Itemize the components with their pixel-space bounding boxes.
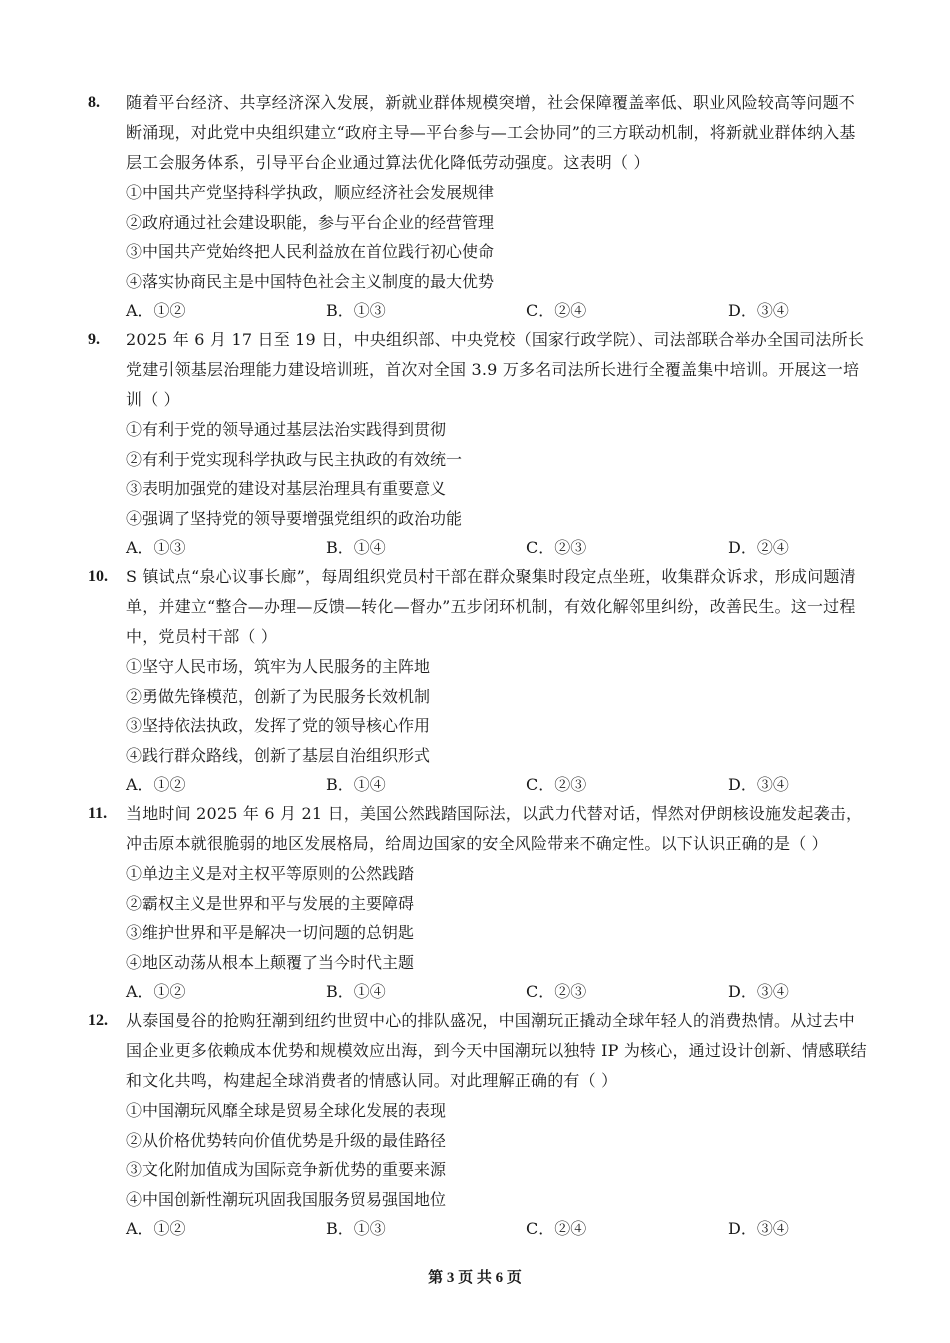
option-c: C．②④ bbox=[526, 301, 587, 321]
option-c: C．②④ bbox=[526, 1219, 587, 1239]
answer-options bbox=[126, 770, 868, 800]
question-stem: 2025 年 6 月 17 日至 19 日，中央组织部、中央党校（国家行政学院）、司法部联合举办全国司法所长党建引领基层治理能力建设培训班，首次对全国 3.9 万多名司法所长进行全覆盖集中培训。开展这一培训（ ） bbox=[126, 330, 865, 409]
statement-4: ④落实协商民主是中国特色社会主义制度的最大优势 bbox=[126, 271, 495, 291]
answer-options bbox=[126, 1214, 868, 1244]
question-number: 9. bbox=[88, 331, 100, 348]
statement-3: ③文化附加值成为国际竞争新优势的重要来源 bbox=[126, 1160, 447, 1180]
statement-4: ④强调了坚持党的领导要增强党组织的政治功能 bbox=[126, 508, 463, 528]
statement-2: ②霸权主义是世界和平与发展的主要障碍 bbox=[126, 893, 415, 913]
option-d: D．③④ bbox=[728, 301, 789, 321]
question-number: 10. bbox=[88, 568, 108, 585]
answer-options bbox=[126, 977, 868, 1007]
page-footer: 第 3 页 共 6 页 bbox=[428, 1270, 522, 1286]
statement-1: ①单边主义是对主权平等原则的公然践踏 bbox=[126, 864, 415, 883]
option-b: B．①③ bbox=[326, 301, 386, 321]
option-b: B．①④ bbox=[326, 775, 386, 795]
question-9 bbox=[88, 325, 868, 563]
statement-3: ③表明加强党的建设对基层治理具有重要意义 bbox=[126, 479, 447, 499]
statement-4: ④中国创新性潮玩巩固我国服务贸易强国地位 bbox=[126, 1189, 447, 1209]
option-b: B．①④ bbox=[326, 982, 386, 1002]
statement-4: ④地区动荡从根本上颠覆了当今时代主题 bbox=[126, 952, 415, 972]
statement-2: ②勇做先锋模范，创新了为民服务长效机制 bbox=[126, 686, 431, 706]
question-stem: 随着平台经济、共享经济深入发展，新就业群体规模突增，社会保障覆盖率低、职业风险较高等问题不断涌现，对此党中央组织建立“政府主导—平台参与—工会协同”的三方联动机制，将新就业群体纳入基层工会服务体系，引导平台企业通过算法优化降低劳动强度。这表明（ ） bbox=[126, 93, 856, 172]
question-11 bbox=[88, 799, 868, 1007]
option-c: C．②③ bbox=[526, 982, 587, 1002]
question-8 bbox=[88, 88, 868, 326]
statement-1: ①中国共产党坚持科学执政，顺应经济社会发展规律 bbox=[126, 183, 495, 202]
option-a: A．①② bbox=[126, 982, 186, 1002]
statement-2: ②从价格优势转向价值优势是升级的最佳路径 bbox=[126, 1130, 447, 1150]
option-c: C．②③ bbox=[526, 538, 587, 558]
statement-3: ③维护世界和平是解决一切问题的总钥匙 bbox=[126, 923, 415, 943]
question-10 bbox=[88, 562, 868, 800]
statement-4: ④践行群众路线，创新了基层自治组织形式 bbox=[126, 745, 431, 765]
question-12 bbox=[88, 1006, 868, 1244]
statement-3: ③坚持依法执政，发挥了党的领导核心作用 bbox=[126, 716, 431, 736]
statement-2: ②政府通过社会建设职能，参与平台企业的经营管理 bbox=[126, 212, 495, 232]
statement-1: ①坚守人民市场，筑牢为人民服务的主阵地 bbox=[126, 657, 431, 676]
option-c: C．②③ bbox=[526, 775, 587, 795]
answer-options bbox=[126, 296, 868, 326]
option-b: B．①④ bbox=[326, 538, 386, 558]
question-stem: S 镇试点“泉心议事长廊”，每周组织党员村干部在群众聚集时段定点坐班，收集群众诉求，形成问题清单，并建立“整合—办理—反馈—转化—督办”五步闭环机制，有效化解邻里纠纷，改善民生。这一过程中，党员村干部（ ） bbox=[126, 567, 856, 646]
option-d: D．③④ bbox=[728, 1219, 789, 1239]
question-number: 12. bbox=[88, 1012, 108, 1029]
statement-3: ③中国共产党始终把人民利益放在首位践行初心使命 bbox=[126, 242, 495, 262]
statement-1: ①中国潮玩风靡全球是贸易全球化发展的表现 bbox=[126, 1101, 447, 1120]
option-b: B．①③ bbox=[326, 1219, 386, 1239]
statement-2: ②有利于党实现科学执政与民主执政的有效统一 bbox=[126, 449, 463, 469]
option-d: D．③④ bbox=[728, 775, 789, 795]
option-d: D．③④ bbox=[728, 982, 789, 1002]
option-a: A．①③ bbox=[126, 538, 186, 558]
option-a: A．①② bbox=[126, 1219, 186, 1239]
statement-1: ①有利于党的领导通过基层法治实践得到贯彻 bbox=[126, 420, 447, 439]
question-stem: 当地时间 2025 年 6 月 21 日，美国公然践踏国际法，以武力代替对话，悍然对伊朗核设施发起袭击，冲击原本就很脆弱的地区发展格局，给周边国家的安全风险带来不确定性。以下认识正确的是（ ） bbox=[126, 804, 863, 853]
question-number: 11. bbox=[88, 805, 108, 822]
question-number: 8. bbox=[88, 94, 100, 111]
answer-options bbox=[126, 533, 868, 563]
option-a: A．①② bbox=[126, 301, 186, 321]
option-d: D．②④ bbox=[728, 538, 789, 558]
question-stem: 从泰国曼谷的抢购狂潮到纽约世贸中心的排队盛况，中国潮玩正撬动全球年轻人的消费热情。从过去中国企业更多依赖成本优势和规模效应出海，到今天中国潮玩以独特 IP 为核心，通过设计创新、情感联结和文化共鸣，构建起全球消费者的情感认同。对此理解正确的有（ ） bbox=[126, 1011, 867, 1090]
option-a: A．①② bbox=[126, 775, 186, 795]
